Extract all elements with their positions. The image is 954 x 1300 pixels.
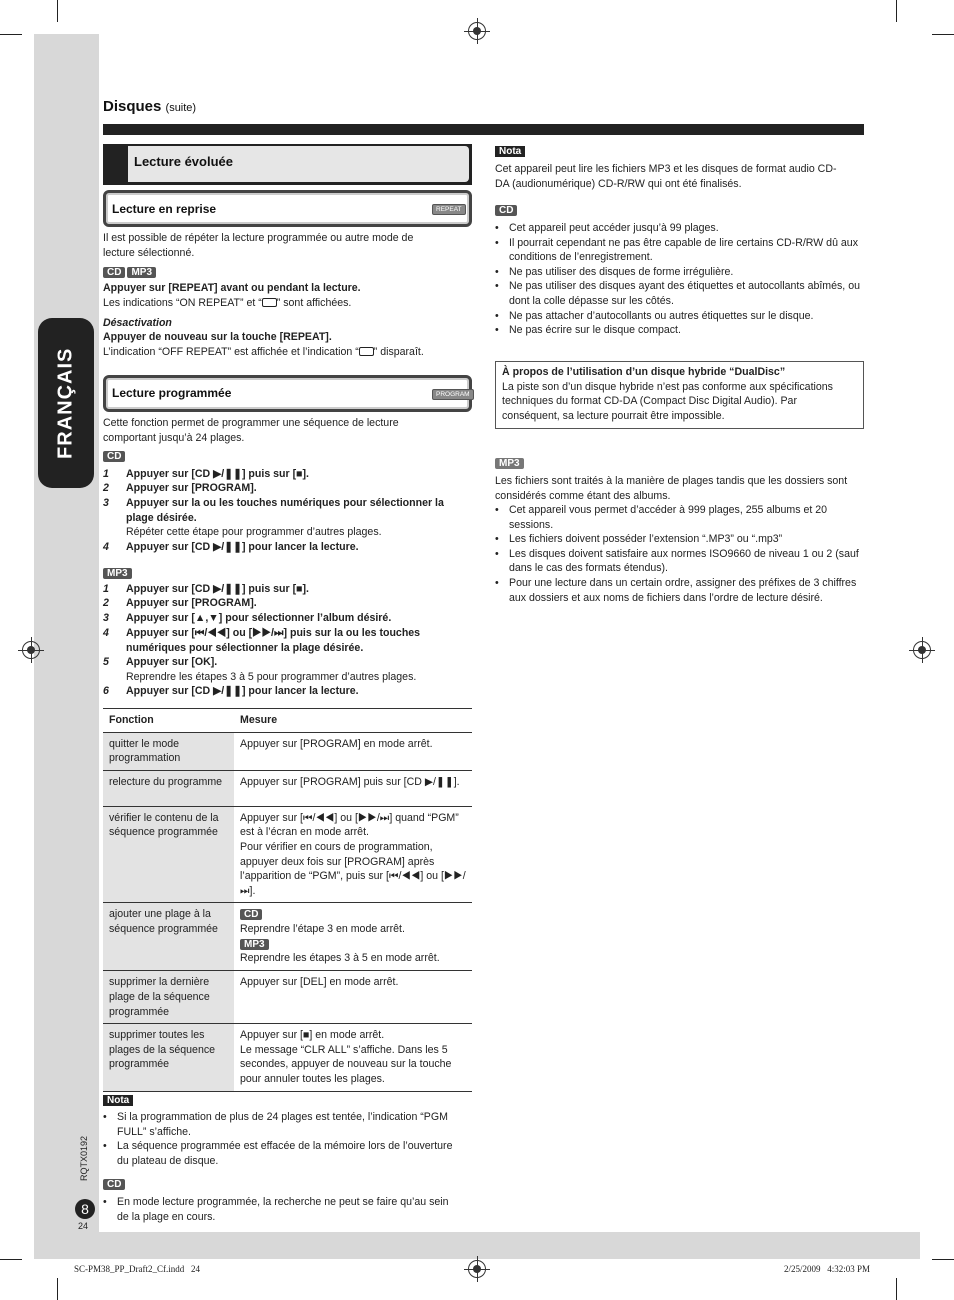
measure-cell: Appuyer sur [PROGRAM] puis sur [CD ▶/❚❚].	[234, 770, 472, 806]
step-text: Appuyer sur [CD ▶/❚❚] pour lancer la lecture.	[126, 685, 359, 697]
function-cell: vérifier le contenu de la séquence programmée	[103, 806, 234, 903]
deactivation-note	[103, 345, 424, 360]
list-item: • Cet appareil peut accéder jusqu’à 99 plages.	[495, 221, 865, 236]
program-button-icon: PROGRAM	[432, 389, 474, 400]
repeat-heading-box	[103, 190, 472, 227]
repeat-badges	[103, 265, 158, 280]
registration-mark-icon	[22, 641, 40, 659]
mp3-intro: Les fichiers sont traités à la manière de plages tandis que les dossiers sont considérés comme étant des albums.	[495, 475, 848, 502]
function-cell: relecture du programme	[103, 770, 234, 806]
left-nota-cd-badge-wrap	[103, 1177, 127, 1192]
list-item: • Les disques doivent satisfaire aux normes ISO9660 de niveau 1 ou 2 (sauf dans le cas des formats étendus).	[495, 547, 860, 576]
cd-badge: CD	[240, 909, 262, 920]
program-mp3-badge-wrap	[103, 566, 134, 581]
list-item: • La séquence programmée est effacée de la mémoire lors de l’ouverture du plateau de disque.	[103, 1139, 453, 1168]
measure-cell: Appuyer sur [PROGRAM] en mode arrêt.	[234, 732, 472, 770]
repeat-step: Appuyer sur [REPEAT] avant ou pendant la lecture.	[103, 282, 361, 294]
crop-mark	[932, 1259, 954, 1260]
function-cell: ajouter une plage à la séquence programmée	[103, 903, 234, 971]
nota-label: Nota	[495, 146, 525, 157]
program-intro: Cette fonction permet de programmer une séquence de lecture comportant jusqu’à 24 plages.	[103, 417, 399, 444]
step-note: Reprendre les étapes 3 à 5 pour programmer d’autres plages.	[126, 671, 417, 683]
list-item: • Ne pas utiliser des disques de forme irrégulière.	[495, 265, 865, 280]
repeat-step-note	[103, 296, 351, 311]
list-item: • Les fichiers doivent posséder l’extension “.MP3” ou “.mp3”	[495, 532, 860, 547]
table-row	[103, 770, 472, 806]
section-title-text: Disques	[103, 98, 162, 115]
step-number: 1	[103, 468, 109, 480]
right-mp3-badge-wrap	[495, 456, 526, 471]
cd-badge: CD	[103, 267, 125, 278]
page-number: 8	[81, 1201, 89, 1217]
list-item: • En mode lecture programmée, la recherche ne peut se faire qu’au sein de la plage en cours.	[103, 1195, 453, 1224]
step-number: 6	[103, 685, 109, 697]
deactivation-note-text: L’indication “OFF REPEAT” est affichée et l’indication “	[103, 346, 359, 358]
crop-mark	[0, 1259, 22, 1260]
right-mp3-list	[495, 503, 860, 605]
left-nota-label-wrap	[103, 1093, 133, 1108]
mp3-badge: MP3	[127, 267, 156, 278]
left-nota-cd-list	[103, 1195, 453, 1224]
step-text: Appuyer sur [PROGRAM].	[126, 597, 257, 609]
function-table	[103, 708, 472, 1092]
repeat-note-text: Les indications “ON REPEAT” et “	[103, 297, 262, 309]
right-nota-label-wrap	[495, 144, 525, 159]
step-text: Appuyer sur [OK].	[126, 656, 218, 668]
right-cd-badge-wrap	[495, 203, 519, 218]
cd-badge: CD	[495, 205, 517, 216]
list-item: • Pour une lecture dans un certain ordre, assigner des préfixes de 3 chiffres aux dossiers et aux noms de fichiers dans l’ordre de lecture désiré.	[495, 576, 860, 605]
step-number: 3	[103, 497, 109, 509]
footer-file: SC-PM38_PP_Draft2_Cf.indd 24	[74, 1264, 201, 1274]
side-margin-band	[34, 34, 99, 1259]
function-cell: supprimer la dernière plage de la séquence programmée	[103, 971, 234, 1024]
registration-mark-icon	[913, 641, 931, 659]
right-nota-text: Cet appareil peut lire les fichiers MP3 et les disques de format audio CD-DA (audionumérique) CD-R/RW qui ont été finalisés.	[495, 163, 837, 190]
crop-mark	[896, 0, 897, 22]
repeat-intro: Il est possible de répéter la lecture programmée ou autre mode de lecture sélectionné.	[103, 232, 414, 259]
measure-cell	[234, 903, 472, 971]
dualdisc-title: À propos de l’utilisation d’un disque hybride “DualDisc”	[502, 366, 786, 378]
step-text: Appuyer sur [CD ▶/❚❚] puis sur [■].	[126, 468, 309, 480]
step-text: Appuyer sur [▲,▼] pour sélectionner l’album désiré.	[126, 612, 392, 624]
program-cd-badge-wrap	[103, 449, 127, 464]
measure-cell: Appuyer sur [DEL] en mode arrêt.	[234, 971, 472, 1024]
step-text: Appuyer sur [CD ▶/❚❚] puis sur [■].	[126, 583, 309, 595]
dualdisc-text: La piste son d’un disque hybride n’est pas conforme aux spécifications techniques du format CD-DA (Compact Disc Digital Audio). Par conséquent, sa lecture pourrait être impossible.	[502, 380, 833, 422]
dualdisc-box	[495, 361, 864, 429]
list-item: • Ne pas attacher d’autocollants ou autres étiquettes sur le disque.	[495, 309, 865, 324]
list-item: • Ne pas écrire sur le disque compact.	[495, 323, 865, 338]
function-cell: quitter le mode programmation	[103, 732, 234, 770]
repeat-button-icon: REPEAT	[432, 204, 466, 215]
deactivation-step: Appuyer de nouveau sur la touche [REPEAT].	[103, 331, 332, 343]
left-nota-list	[103, 1110, 453, 1168]
table-row	[103, 903, 472, 971]
table-row	[103, 971, 472, 1024]
measure-cell: Appuyer sur [■] en mode arrêt. Le message “CLR ALL” s’affiche. Dans les 5 secondes, appuyer de nouveau sur la touche pour annuler toutes les plages.	[234, 1024, 472, 1091]
deactivation-title: Désactivation	[103, 317, 172, 329]
list-item: • Cet appareil vous permet d’accéder à 999 plages, 255 albums et 20 sessions.	[495, 503, 860, 532]
step-number: 4	[103, 627, 109, 639]
repeat-indicator-icon	[359, 347, 374, 356]
page-number-badge	[75, 1199, 95, 1219]
bottom-margin-band	[34, 1232, 920, 1259]
mp3-badge: MP3	[103, 568, 132, 579]
deactivation-note-text-end: ” disparaît.	[373, 346, 424, 358]
crop-mark	[932, 34, 954, 35]
step-text: Appuyer sur [CD ▶/❚❚] pour lancer la lecture.	[126, 541, 359, 553]
step-number: 2	[103, 597, 109, 609]
measure-cell: Appuyer sur [⏮/◀◀] ou [▶▶/⏭] quand “PGM” est à l’écran en mode arrêt. Pour vérifier en cours de programmation, appuyer deux fois sur [PROGRAM] après l’apparition de “PGM”, puis sur [⏮/◀◀] ou [▶▶/⏭].	[234, 806, 472, 903]
measure-text: Reprendre l’étape 3 en mode arrêt.	[240, 922, 405, 935]
step-note: Répéter cette étape pour programmer d’autres plages.	[126, 526, 382, 538]
right-cd-list	[495, 221, 865, 338]
step-text: Appuyer sur [PROGRAM].	[126, 482, 257, 494]
step-number: 5	[103, 656, 109, 668]
repeat-note-text-end: ” sont affichées.	[276, 297, 352, 309]
language-tab-label: FRANÇAIS	[54, 347, 77, 459]
repeat-indicator-icon	[262, 298, 277, 307]
registration-mark-icon	[468, 1260, 486, 1278]
mp3-badge: MP3	[240, 939, 269, 950]
list-item: • Ne pas utiliser des disques ayant des étiquettes et autocollants abîmés, ou dont la colle dépasse sur les côtés.	[495, 279, 865, 308]
page-code-text: RQTX0192	[79, 1135, 89, 1181]
crop-mark	[896, 1278, 897, 1300]
main-heading: Lecture évoluée	[134, 154, 233, 169]
step-number: 2	[103, 482, 109, 494]
list-item: • Il pourrait cependant ne pas être capable de lire certains CD-R/RW dû aux conditions de l’enregistrement.	[495, 236, 865, 265]
cd-badge: CD	[103, 1179, 125, 1190]
table-row	[103, 732, 472, 770]
crop-mark	[0, 34, 22, 35]
step-text: Appuyer sur [⏮/◀◀] ou [▶▶/⏭] puis sur la ou les touches numériques pour sélectionner la plage désirée.	[126, 627, 421, 654]
function-cell: supprimer toutes les plages de la séquence programmée	[103, 1024, 234, 1091]
step-number: 3	[103, 612, 109, 624]
program-heading: Lecture programmée	[112, 386, 232, 400]
step-number: 1	[103, 583, 109, 595]
section-title	[103, 100, 196, 116]
step-text: Appuyer sur la ou les touches numériques pour sélectionner la plage désirée.	[126, 497, 444, 524]
table-header: Mesure	[234, 709, 472, 733]
crop-mark	[57, 0, 58, 22]
crop-mark	[57, 1278, 58, 1300]
nota-label: Nota	[103, 1095, 133, 1106]
footer-date: 2/25/2009 4:32:03 PM	[784, 1264, 871, 1274]
table-header: Fonction	[103, 709, 234, 733]
repeat-heading: Lecture en reprise	[112, 202, 217, 216]
table-row	[103, 1024, 472, 1091]
registration-mark-icon	[468, 22, 486, 40]
mp3-badge: MP3	[495, 458, 524, 469]
measure-text: Reprendre les étapes 3 à 5 en mode arrêt.	[240, 952, 440, 965]
page-sub-number: 24	[78, 1221, 89, 1231]
program-heading-box	[103, 375, 472, 412]
section-title-suffix: (suite)	[165, 102, 197, 114]
cd-badge: CD	[103, 451, 125, 462]
page-code	[77, 1135, 91, 1181]
table-row	[103, 806, 472, 903]
table-header-row	[103, 709, 472, 733]
list-item: • Si la programmation de plus de 24 plages est tentée, l’indication “PGM FULL” s’affiche.	[103, 1110, 453, 1139]
step-number: 4	[103, 541, 109, 553]
header-rule	[103, 124, 864, 135]
